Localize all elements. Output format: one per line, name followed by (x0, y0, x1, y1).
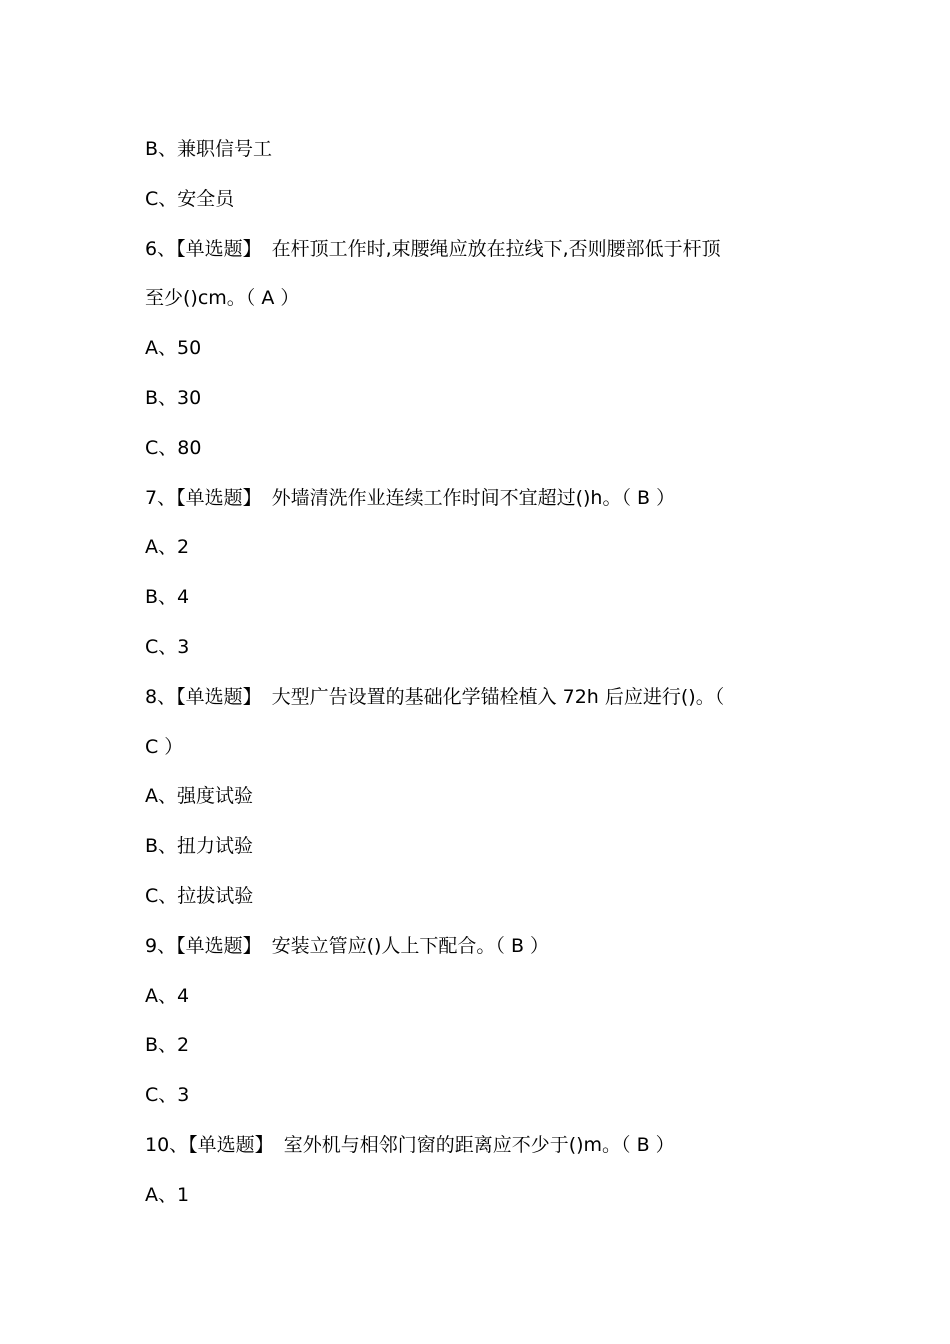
question-list (145, 125, 815, 1221)
q10-text: 室外机与相邻门窗的距离应不少于()m。 (283, 1133, 622, 1156)
q8-option-b: B、扭力试验 (145, 835, 254, 858)
q9-stem (145, 922, 815, 972)
q10-option-a: A、1 (145, 1183, 190, 1206)
q7-option-a: A、2 (145, 536, 190, 559)
q8-stem-line1 (145, 673, 815, 723)
q8-option-a: A、强度试验 (145, 785, 253, 808)
q6-option-a: A、50 (145, 337, 202, 360)
q7-answer: （ B ） (621, 486, 676, 509)
q9-option-a: A、4 (145, 984, 190, 1007)
q5-option-b: B、兼职信号工 (145, 138, 273, 160)
q9-text: 安装立管应()人上下配合。 (271, 934, 496, 957)
q6-type-label: 6、【单选题】 (145, 237, 262, 260)
q6-text-line1: 在杆顶工作时,束腰绳应放在拉线下,否则腰部低于杆顶 (271, 237, 721, 260)
q9-answer: （ B ） (495, 934, 550, 957)
q6-answer: （ A ） (245, 287, 300, 310)
q5-option-c: C、安全员 (145, 187, 235, 210)
q8-text-line1: 大型广告设置的基础化学锚栓植入 72h 后应进行()。（ (271, 685, 725, 708)
q6-text-line2: 至少()cm。 (145, 287, 246, 310)
q6-stem-line1 (145, 225, 815, 275)
q8-stem-line2: C ） (145, 735, 184, 758)
q9-option-c: C、3 (145, 1084, 190, 1107)
q7-text: 外墙清洗作业连续工作时间不宜超过()h。 (271, 486, 622, 509)
q10-stem (145, 1121, 815, 1171)
q6-stem-line2 (145, 274, 815, 324)
q6-option-b: B、30 (145, 386, 202, 409)
q10-type-label: 10、【单选题】 (145, 1133, 274, 1156)
q9-type-label: 9、【单选题】 (145, 934, 262, 957)
q7-option-c: C、3 (145, 635, 190, 658)
q9-option-b: B、2 (145, 1034, 190, 1057)
q7-stem (145, 474, 815, 524)
q6-option-c: C、80 (145, 436, 202, 459)
q8-type-label: 8、【单选题】 (145, 685, 262, 708)
q10-answer: （ B ） (621, 1133, 675, 1156)
q7-option-b: B、4 (145, 586, 190, 609)
q8-option-c: C、拉拔试验 (145, 884, 254, 907)
q7-type-label: 7、【单选题】 (145, 486, 262, 509)
